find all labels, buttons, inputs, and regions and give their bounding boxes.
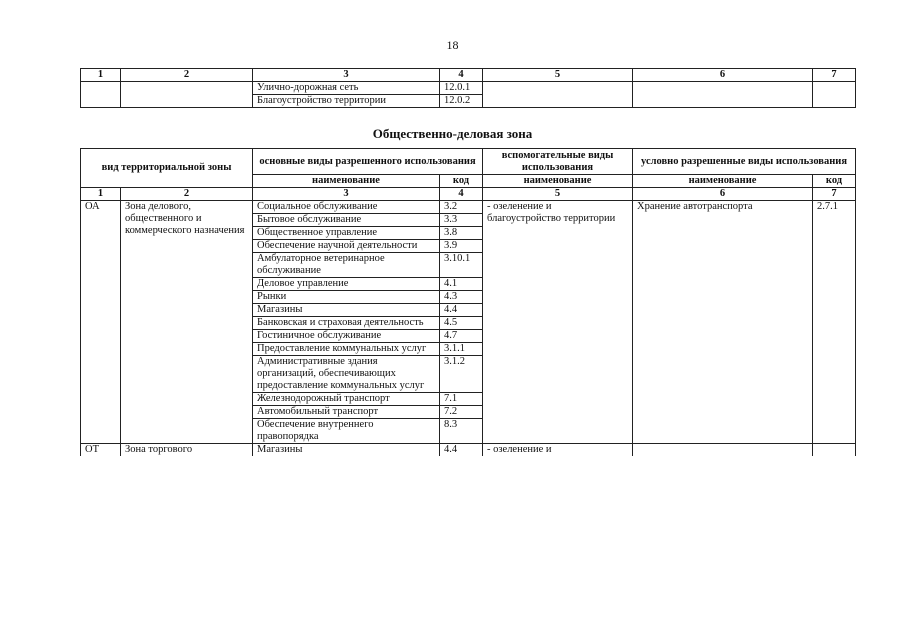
- table-row: [81, 82, 856, 95]
- conditional-name-cell: Хранение автотранспорта: [633, 201, 813, 444]
- conditional-name-cell: [633, 444, 813, 457]
- col-number: 5: [483, 188, 633, 201]
- col-number: 6: [633, 188, 813, 201]
- use-code-cell: 3.1.1: [440, 343, 483, 356]
- aux-cell: [483, 82, 633, 108]
- use-name-cell: Предоставление коммунальных услуг: [253, 343, 440, 356]
- use-name-cell: Социальное обслуживание: [253, 201, 440, 214]
- zone-code-cell: ОА: [81, 201, 121, 444]
- conditional-code-cell: 2.7.1: [813, 201, 856, 444]
- conditional-code-cell: [813, 82, 856, 108]
- main-code-header: код: [440, 175, 483, 188]
- zone-type-header: вид территориальной зоны: [81, 149, 253, 188]
- use-name-cell: Банковская и страховая деятельность: [253, 317, 440, 330]
- col-number: 3: [253, 69, 440, 82]
- use-name-cell: Магазины: [253, 444, 440, 457]
- use-name-cell: Магазины: [253, 304, 440, 317]
- col-number: 1: [81, 69, 121, 82]
- use-name-cell: Благоустройство территории: [253, 95, 440, 108]
- use-name-cell: Автомобильный транспорт: [253, 406, 440, 419]
- use-code-cell: 4.1: [440, 278, 483, 291]
- aux-uses-header: вспомогательные виды использования: [483, 149, 633, 175]
- conditional-name-header: наименование: [633, 175, 813, 188]
- use-code-cell: 4.7: [440, 330, 483, 343]
- zone-code-cell: ОТ: [81, 444, 121, 457]
- use-name-cell: Гостиничное обслуживание: [253, 330, 440, 343]
- main-name-header: наименование: [253, 175, 440, 188]
- use-code-cell: 3.9: [440, 240, 483, 253]
- continuation-table: [80, 68, 856, 108]
- use-code-cell: 4.3: [440, 291, 483, 304]
- use-code-cell: 3.2: [440, 201, 483, 214]
- conditional-code-header: код: [813, 175, 856, 188]
- use-code-cell: 4.5: [440, 317, 483, 330]
- use-name-cell: Рынки: [253, 291, 440, 304]
- zone-name-cell: Зона торгового: [121, 444, 253, 457]
- use-code-cell: 3.8: [440, 227, 483, 240]
- use-code-cell: 3.1.2: [440, 356, 483, 393]
- zone-name-cell: Зона делового, общественного и коммерческого назначения: [121, 201, 253, 444]
- use-code-cell: 12.0.2: [440, 95, 483, 108]
- aux-cell: - озеленение и благоустройство территории: [483, 201, 633, 444]
- col-number: 5: [483, 69, 633, 82]
- column-number-row: [81, 69, 856, 82]
- page-number: 18: [446, 38, 459, 52]
- conditional-uses-header: условно разрешенные виды использования: [633, 149, 856, 175]
- use-code-cell: 7.2: [440, 406, 483, 419]
- conditional-code-cell: [813, 444, 856, 457]
- aux-name-header: наименование: [483, 175, 633, 188]
- col-number: 7: [813, 69, 856, 82]
- zones-table: [80, 148, 856, 456]
- main-uses-header: основные виды разрешенного использования: [253, 149, 483, 175]
- use-code-cell: 4.4: [440, 444, 483, 457]
- use-name-cell: Бытовое обслуживание: [253, 214, 440, 227]
- table-row: [81, 201, 856, 214]
- use-code-cell: 8.3: [440, 419, 483, 444]
- col-number: 3: [253, 188, 440, 201]
- column-number-row: [81, 188, 856, 201]
- table-row: [81, 444, 856, 457]
- col-number: 2: [121, 188, 253, 201]
- use-code-cell: 4.4: [440, 304, 483, 317]
- aux-cell: - озеленение и: [483, 444, 633, 457]
- zone-name-cell: [121, 82, 253, 108]
- use-name-cell: Деловое управление: [253, 278, 440, 291]
- use-code-cell: 12.0.1: [440, 82, 483, 95]
- zone-code-cell: [81, 82, 121, 108]
- use-name-cell: Административные здания организаций, обеспечивающих предоставление коммунальных услуг: [253, 356, 440, 393]
- use-name-cell: Железнодорожный транспорт: [253, 393, 440, 406]
- header-row: [81, 149, 856, 175]
- use-name-cell: Обеспечение внутреннего правопорядка: [253, 419, 440, 444]
- col-number: 6: [633, 69, 813, 82]
- col-number: 4: [440, 188, 483, 201]
- col-number: 4: [440, 69, 483, 82]
- col-number: 2: [121, 69, 253, 82]
- col-number: 1: [81, 188, 121, 201]
- use-code-cell: 3.3: [440, 214, 483, 227]
- section-title: Общественно-деловая зона: [372, 126, 533, 141]
- use-name-cell: Улично-дорожная сеть: [253, 82, 440, 95]
- conditional-name-cell: [633, 82, 813, 108]
- use-name-cell: Обеспечение научной деятельности: [253, 240, 440, 253]
- use-code-cell: 3.10.1: [440, 253, 483, 278]
- col-number: 7: [813, 188, 856, 201]
- use-name-cell: Амбулаторное ветеринарное обслуживание: [253, 253, 440, 278]
- use-code-cell: 7.1: [440, 393, 483, 406]
- use-name-cell: Общественное управление: [253, 227, 440, 240]
